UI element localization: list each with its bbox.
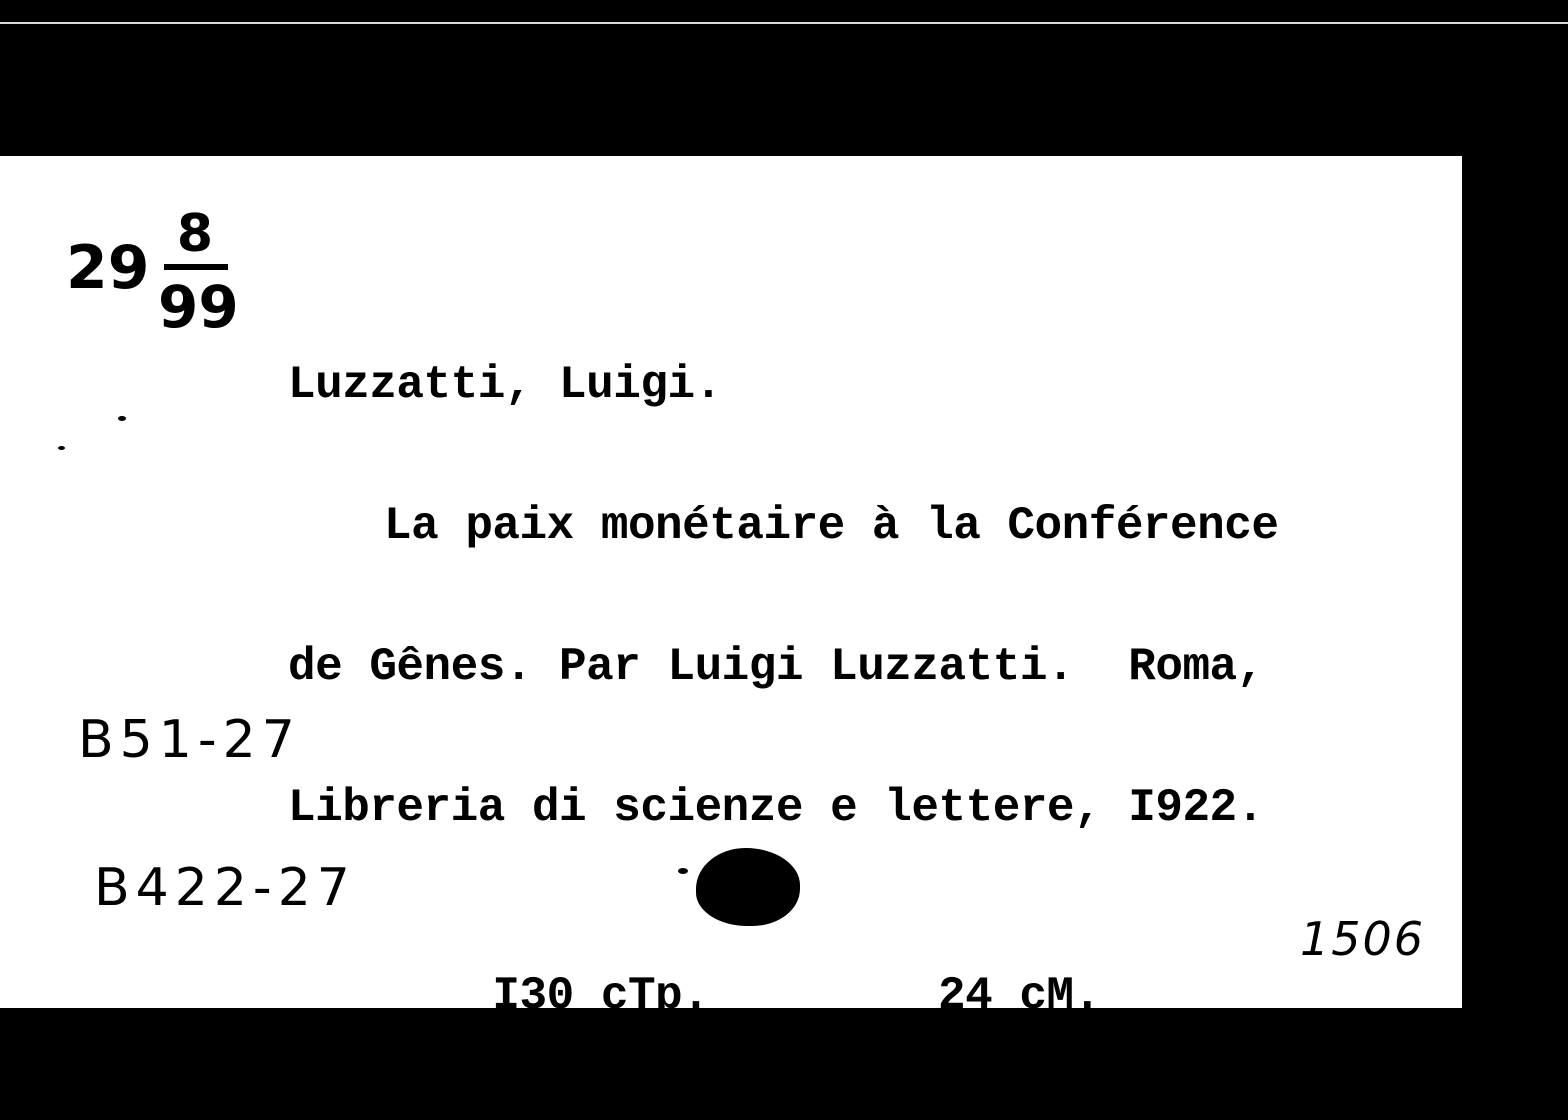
bibliographic-entry [288,268,1428,1114]
pages-text: I30 cTp. [492,970,710,1022]
speck [678,868,688,874]
imprint-line: Libreria di scienze e lettere, I922. [288,782,1264,834]
title-line-1: La paix monétaire à la Conférence [384,500,1279,552]
call-number-numerator: 8 [176,204,214,264]
call-number-prefix: 29 [66,233,150,303]
handwritten-code-2: B422-27 [94,858,356,918]
handwritten-code-1: B51-27 [78,710,301,770]
call-number-denominator: 99 [158,273,239,341]
handwritten-number: 1506 [1300,912,1426,966]
title-line-2: de Gênes. Par Luigi Luzzatti. Roma, [288,641,1264,693]
top-rule [0,22,1568,24]
size-text: 24 cM. [938,970,1101,1022]
punch-hole [696,848,800,926]
fraction-bar [164,264,228,270]
speck [118,416,126,421]
speck [58,446,65,450]
call-number-fraction [158,204,239,341]
collation-line [288,926,1428,1067]
author-line: Luzzatti, Luigi. [288,359,722,411]
